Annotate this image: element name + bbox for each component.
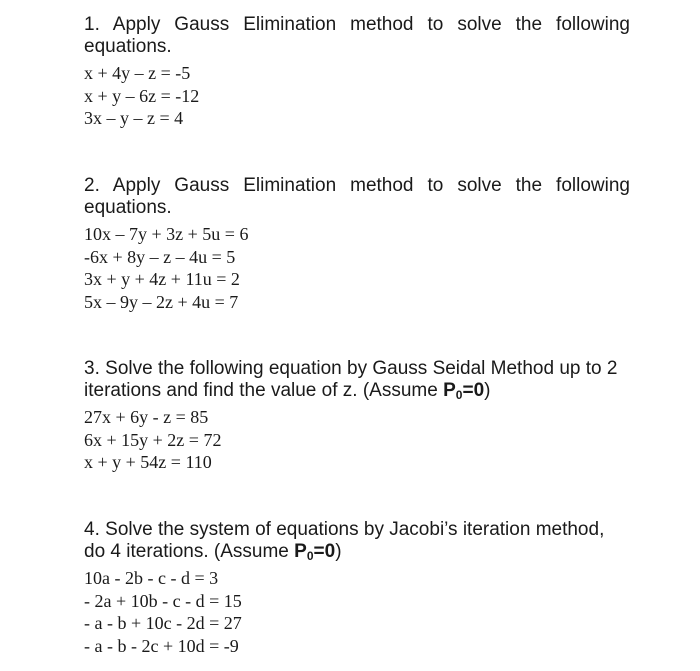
problem-3-prompt — [84, 358, 630, 402]
problem-3-number: 3. — [84, 358, 100, 379]
problem-4-prompt — [84, 519, 630, 563]
assume-subscript: 0 — [455, 388, 463, 402]
problem-3-assumption — [443, 380, 484, 401]
problem-1 — [84, 14, 630, 130]
problem-2-number: 2. — [84, 175, 100, 196]
assume-value: =0 — [313, 541, 336, 562]
problem-1-prompt — [84, 14, 630, 58]
equation: 5x – 9y – 2z + 4u = 7 — [84, 291, 239, 312]
problem-4 — [84, 519, 630, 657]
problem-2-prompt — [84, 175, 630, 219]
equation: 10a - 2b - c - d = 3 — [84, 568, 219, 588]
problem-2 — [84, 175, 630, 313]
assume-subscript: 0 — [306, 549, 314, 563]
equation: 6x + 15y + 2z = 72 — [84, 429, 222, 450]
equation: 3x – y – z = 4 — [84, 108, 184, 128]
equation: - a - b - 2c + 10d = -9 — [84, 635, 239, 656]
problem-3 — [84, 358, 630, 474]
assume-variable: P — [443, 380, 456, 401]
close-paren: ) — [484, 380, 491, 401]
equation: 27x + 6y - z = 85 — [84, 407, 209, 427]
assume-variable: P — [294, 541, 307, 562]
problem-2-text: Apply Gauss Elimination method to solve the following equations. — [84, 175, 630, 218]
problem-3-text: Solve the following equation by Gauss Seidal Method up to 2 iterations and find the value of z. (Assume — [84, 358, 618, 401]
equation: - 2a + 10b - c - d = 15 — [84, 590, 242, 611]
problem-1-number: 1. — [84, 14, 100, 35]
equation: 10x – 7y + 3z + 5u = 6 — [84, 224, 249, 244]
assume-value: =0 — [462, 380, 485, 401]
problem-4-assumption — [294, 541, 335, 562]
close-paren: ) — [335, 541, 342, 562]
equation: 3x + y + 4z + 11u = 2 — [84, 269, 240, 289]
problem-4-number: 4. — [84, 519, 100, 540]
equation: - a - b + 10c - 2d = 27 — [84, 613, 242, 633]
equation: x + y – 6z = -12 — [84, 85, 200, 106]
problem-2-equations — [84, 223, 630, 313]
problem-4-equations — [84, 567, 630, 657]
problem-3-equations — [84, 406, 630, 474]
problem-1-text: Apply Gauss Elimination method to solve the following equations. — [84, 14, 630, 57]
equation: -6x + 8y – z – 4u = 5 — [84, 246, 236, 267]
problem-1-equations — [84, 62, 630, 130]
equation: x + 4y – z = -5 — [84, 63, 191, 83]
problem-4-text: Solve the system of equations by Jacobi’s iteration method, do 4 iterations. (Assume — [84, 519, 605, 562]
equation: x + y + 54z = 110 — [84, 452, 212, 472]
